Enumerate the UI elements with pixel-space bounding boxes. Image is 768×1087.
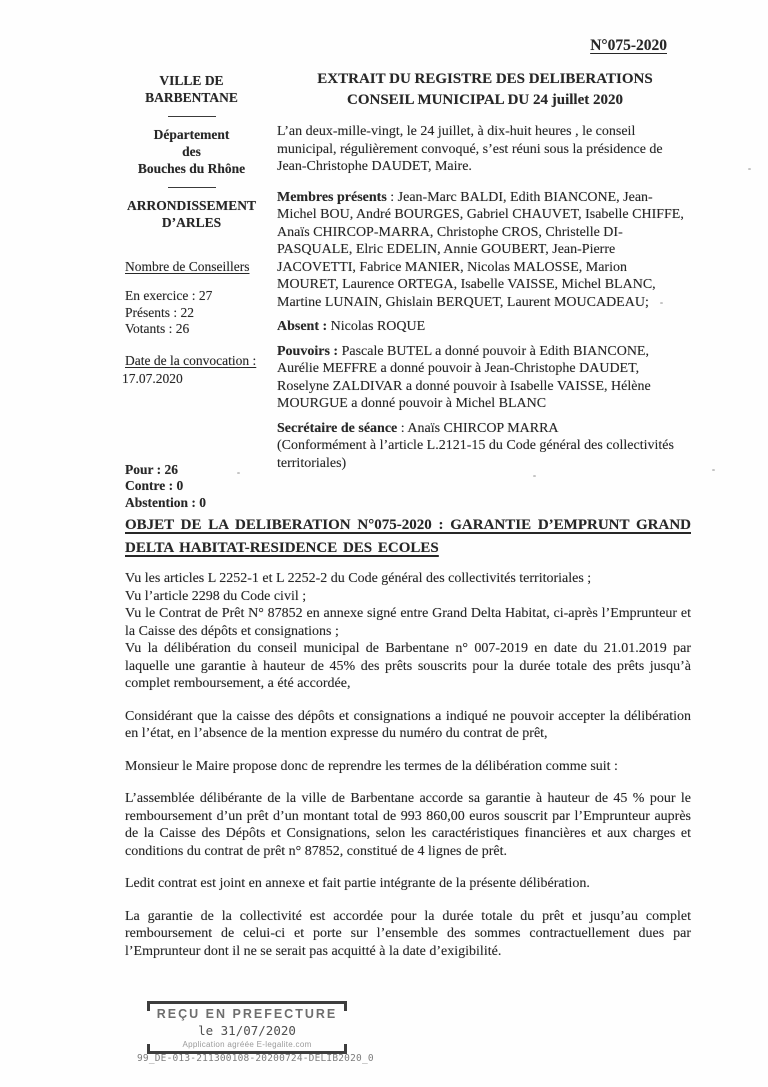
city-line-1: VILLE DE (159, 73, 224, 88)
arrondissement-line-1: ARRONDISSEMENT (126, 198, 257, 213)
pouvoirs-paragraph (277, 343, 692, 413)
stamp-title: REÇU EN PREFECTURE (156, 1007, 338, 1021)
secretaire-text: : Anaïs CHIRCOP MARRA (397, 420, 559, 436)
count-presents: Présents : 22 (125, 304, 194, 320)
secretaire-label: Secrétaire de séance (277, 420, 398, 436)
stamp-application: Application agréée E-legalite.com (182, 1040, 312, 1049)
convocation-heading: Date de la convocation : (125, 352, 257, 368)
department-line-3: Bouches du Rhône (137, 161, 246, 176)
title-line-1: EXTRAIT DU REGISTRE DES DELIBERATIONS (317, 71, 653, 87)
pouvoirs-label: Pouvoirs : (277, 343, 339, 359)
paragraph-vu-contrat: Vu le Contrat de Prêt N° 87852 en annexe signé entre Grand Delta Habitat, ci-après l’Emprunteur et la Caisse des dépôts et consignations ; (125, 606, 691, 639)
secretaire-note: (Conformément à l’article L.2121-15 du Code général des collectivités territoriales) (277, 438, 674, 471)
pouvoirs-text: Pascale BUTEL a donné pouvoir à Edith BIANCONE, Aurélie MEFFRE a donné pouvoir à Jean-Christophe DAUDET, Roselyne ZALDIVAR a donné pouvoir à Isabelle VAISSE, Hélène MOURGUE a donné pouvoir à Michel BLANC (277, 343, 651, 411)
counselors-block (122, 258, 258, 387)
arrondissement-name (125, 197, 258, 231)
count-votants: Votants : 26 (125, 321, 190, 336)
stamp-corner-mark (344, 1044, 347, 1051)
members-present-paragraph (277, 189, 692, 312)
vote-abstention: Abstention : 0 (125, 494, 207, 510)
city-line-2: BARBENTANE (145, 90, 238, 105)
paragraph-garantie: La garantie de la collectivité est accordée pour la durée totale du prêt et jusqu’au complet remboursement de celui-ci et porte sur l’ensemble des sommes contractuellement dues par l’Emprunteur dont il ne se serait pas acquitté à la date d’exigibilité. (125, 908, 691, 959)
department-line-2: des (182, 144, 201, 159)
prefecture-stamp (147, 1001, 347, 1054)
paragraph-assemblee: L’assemblée délibérante de la ville de Barbentane accorde sa garantie à hauteur de 45 % pour le remboursement d’un prêt d’un montant total de 993 860,00 euros souscrit par l’Emprunteur auprès de la Caisse des Dépôts et Consignations, selon les caractéristiques financières et aux charges et conditions du contrat de prêt n° 87852, constitué de 4 lignes de prêt. (125, 791, 691, 859)
margin-column (122, 72, 258, 387)
scan-speck (533, 475, 536, 477)
counselor-counts (125, 288, 258, 338)
absent-text: Nicolas ROQUE (327, 319, 426, 334)
scan-speck (237, 472, 240, 474)
vote-pour: Pour : 26 (125, 462, 178, 477)
title-line-2: CONSEIL MUNICIPAL DU 24 juillet 2020 (347, 92, 623, 108)
members-present-label: Membres présents (277, 189, 387, 205)
stamp-corner-mark (147, 1004, 150, 1011)
stamp-corner-mark (147, 1044, 150, 1051)
city-name (125, 72, 258, 106)
stamp-date: le 31/07/2020 (198, 1023, 296, 1038)
counselors-heading: Nombre de Conseillers (125, 259, 250, 274)
divider-rule (168, 187, 216, 188)
paragraph-considerant: Considérant que la caisse des dépôts et consignations a indiqué ne pouvoir accepter la délibération en l’état, en l’absence de la mention expresse du numéro du contrat de prêt, (125, 708, 691, 741)
members-present-text: : Jean-Marc BALDI, Edith BIANCONE, Jean-Michel BOU, André BOURGES, Gabriel CHAUVET, Isabelle CHIFFE, Anaïs CHIRCOP-MARRA, Christophe CROS, Christelle DI-PASQUALE, Elric EDELIN, Annie GOUBERT, Jean-Pierre JACOVETTI, Fabrice MANIER, Nicolas MALOSSE, Marion MOURET, Laurence ORTEGA, Isabelle VAISSE, Michel BLANC, Martine LUNAIN, Ghislain BERQUET, Laurent MOUCADEAU; (277, 189, 684, 310)
deliberation-body (125, 570, 691, 960)
secretaire-paragraph (277, 420, 692, 438)
scan-speck (748, 168, 751, 170)
divider-rule (168, 116, 216, 117)
scan-speck (712, 469, 715, 471)
department-name (125, 126, 258, 177)
arrondissement-line-2: D’ARLES (161, 215, 222, 230)
vote-results (125, 462, 206, 511)
department-line-1: Département (153, 127, 230, 142)
deliberation-object-heading: OBJET DE LA DELIBERATION N°075-2020 : GARANTIE D’EMPRUNT GRAND DELTA HABITAT-RESIDENCE DES ECOLES (125, 517, 691, 556)
paragraph-maire-propose: Monsieur le Maire propose donc de reprendre les termes de la délibération comme suit : (125, 758, 618, 774)
absent-paragraph (277, 318, 692, 336)
paragraph-vu-articles: Vu les articles L 2252-1 et L 2252-2 du Code général des collectivités territoriales ; (125, 571, 592, 586)
convocation-date: 17.07.2020 (122, 370, 183, 386)
count-en-exercice: En exercice : 27 (125, 288, 213, 303)
deliberation-number: N°075-2020 (590, 37, 667, 54)
absent-label: Absent : (277, 319, 328, 334)
paragraph-vu-deliberation: Vu la délibération du conseil municipal de Barbentane n° 007-2019 en date du 21.01.2019 par laquelle une garantie à hauteur de 45% des prêts souscrits pour la durée totale des prêts jusqu’à complet remboursement, a été accordée, (125, 641, 691, 691)
scan-speck (660, 302, 663, 304)
document-title (275, 69, 695, 111)
session-intro (277, 123, 692, 472)
vote-contre: Contre : 0 (125, 478, 184, 494)
opening-paragraph: L’an deux-mille-vingt, le 24 juillet, à dix-huit heures , le conseil municipal, régulièrement convoqué, s’est réuni sous la présidence de Jean-Christophe DAUDET, Maire. (277, 124, 663, 174)
stamp-reference: 99_DE-013-211300108-20200724-DELIB2020_0 (137, 1053, 374, 1064)
stamp-corner-mark (344, 1004, 347, 1011)
paragraph-vu-code-civil: Vu l’article 2298 du Code civil ; (125, 588, 307, 604)
paragraph-ledit-contrat: Ledit contrat est joint en annexe et fait partie intégrante de la présente délibération. (125, 876, 590, 891)
